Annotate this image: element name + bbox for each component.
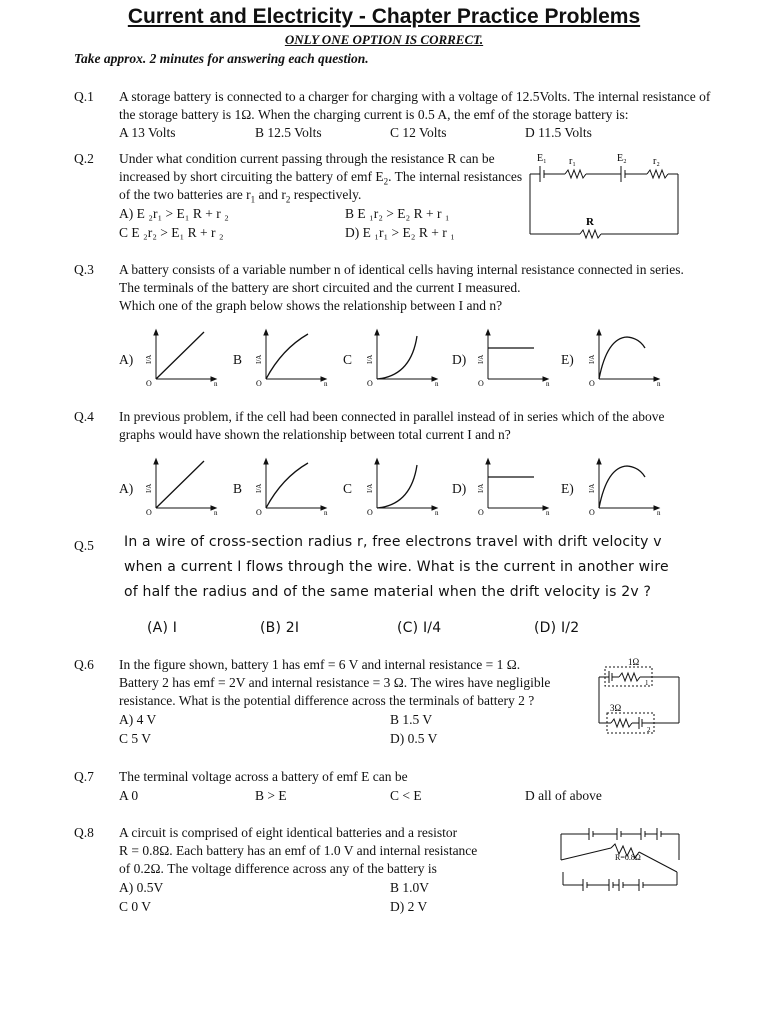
q7-line1: The terminal voltage across a battery of emf E can be: [119, 769, 408, 784]
q2-option-d: D) E ₁r₁ > E₂ R + r ₁: [345, 225, 455, 240]
q2-option-b: B E ₁r₂ > E₂ R + r ₁: [345, 206, 450, 221]
svg-text:O: O: [478, 379, 484, 386]
q3-graph-e: [583, 324, 665, 386]
q3-graph-c: [361, 324, 443, 386]
q5-number: Q.5: [74, 538, 94, 553]
q8-number: Q.8: [74, 825, 94, 840]
q2-circuit-diagram: [525, 148, 685, 240]
page-title: Current and Electricity - Chapter Practice Problems: [127, 5, 641, 28]
q8-line3: of 0.2Ω. The voltage difference across any of the battery is: [119, 861, 437, 876]
q2-line1: Under what condition current passing through the resistance R can be: [119, 151, 495, 166]
q7-option-a: A 0: [119, 788, 139, 803]
svg-text:n: n: [546, 509, 550, 515]
svg-text:I/A: I/A: [255, 354, 263, 364]
q2-e2-label: E₂: [617, 153, 627, 164]
svg-text:O: O: [478, 508, 484, 515]
q4-graph-e-label: E): [561, 481, 574, 496]
q5-line2: when a current I flows through the wire. What is the current in another wire: [124, 559, 669, 575]
q4-graph-c: [361, 453, 443, 515]
q4-number: Q.4: [74, 409, 94, 424]
q5-line3: of half the radius and of the same material when the drift velocity is 2v ?: [124, 584, 652, 600]
q4-graph-a: [140, 453, 222, 515]
q4-line2: graphs would have shown the relationship between total current I and n?: [119, 427, 511, 442]
svg-text:n: n: [435, 509, 439, 515]
q6-option-a: A) 4 V: [119, 712, 157, 727]
q2-e1-label: E₁: [537, 153, 547, 164]
q5-option-c: (C) I/4: [397, 620, 442, 636]
q6-option-b: B 1.5 V: [390, 712, 433, 727]
q2-r2-label: r₂: [653, 156, 660, 167]
q6-circuit-diagram: [595, 655, 685, 740]
svg-text:I/A: I/A: [588, 354, 596, 364]
q6-battery2-label: 2: [647, 726, 651, 734]
svg-text:O: O: [256, 379, 262, 386]
q8-option-b: B 1.0V: [390, 880, 430, 895]
q3-graph-c-label: C: [343, 352, 353, 367]
q4-graphs: [0, 451, 768, 517]
svg-text:I/A: I/A: [366, 354, 374, 364]
svg-text:n: n: [324, 509, 328, 515]
q6-line2: Battery 2 has emf = 2V and internal resistance = 3 Ω. The wires have negligible: [119, 675, 551, 690]
q6-option-c: C 5 V: [119, 731, 152, 746]
q2-r1-label: r₁: [569, 156, 576, 167]
q6-line3: resistance. What is the potential difference across the terminals of battery 2 ?: [119, 693, 535, 708]
q8-option-d: D) 2 V: [390, 899, 428, 914]
q3-graphs: [0, 322, 768, 388]
svg-text:I/A: I/A: [588, 483, 596, 493]
svg-text:O: O: [146, 508, 152, 515]
q4-graph-a-label: A): [119, 481, 134, 496]
q4-graph-b: [250, 453, 332, 515]
q2-number: Q.2: [74, 151, 94, 166]
q4-graph-e: [583, 453, 665, 515]
q4-graph-c-label: C: [343, 481, 353, 496]
q2-option-a: A) E ₂r₁ > E₁ R + r ₂: [119, 206, 229, 221]
q1-option-d: D 11.5 Volts: [525, 125, 592, 140]
svg-text:I/A: I/A: [255, 483, 263, 493]
q1-line2: the storage battery is 1Ω. When the charging current is 0.5 A, the emf of the storage battery is:: [119, 107, 629, 122]
q3-graph-d-label: D): [452, 352, 467, 367]
q3-line1: A battery consists of a variable number n of identical cells having internal resistance connected in series.: [119, 262, 684, 277]
q6-option-d: D) 0.5 V: [390, 731, 438, 746]
q8-line2: R = 0.8Ω. Each battery has an emf of 1.0 V and internal resistance: [119, 843, 478, 858]
svg-text:I/A: I/A: [145, 483, 153, 493]
q4-graph-d-label: D): [452, 481, 467, 496]
svg-text:O: O: [146, 379, 152, 386]
instructions: Take approx. 2 minutes for answering each question.: [74, 51, 369, 66]
q1-number: Q.1: [74, 89, 94, 104]
q2-r-label: R: [586, 216, 594, 228]
q8-option-c: C 0 V: [119, 899, 152, 914]
svg-text:n: n: [435, 380, 439, 386]
q3-graph-b-label: B: [233, 352, 243, 367]
q6-line1: In the figure shown, battery 1 has emf = 6 V and internal resistance = 1 Ω.: [119, 657, 521, 672]
q1-line1: A storage battery is connected to a charger for charging with a voltage of 12.5Volts. The internal resistance of: [119, 89, 711, 104]
q6-r-bottom-label: 3Ω: [610, 703, 622, 713]
q3-graph-a: [140, 324, 222, 386]
svg-text:I/A: I/A: [477, 483, 485, 493]
q2-line2: increased by short circuiting the battery of emf $E_2$. The internal resistances: [119, 169, 523, 187]
q5-line1: In a wire of cross-section radius r, free electrons travel with drift velocity v: [124, 534, 662, 550]
q6-battery1-label: 1: [645, 679, 649, 687]
svg-text:O: O: [589, 508, 595, 515]
q7-option-c: C < E: [390, 788, 422, 803]
q5-option-a: (A) I: [147, 620, 178, 636]
svg-text:O: O: [367, 379, 373, 386]
svg-text:O: O: [589, 379, 595, 386]
q7-option-b: B > E: [255, 788, 287, 803]
q7-number: Q.7: [74, 769, 94, 784]
q3-graph-a-label: A): [119, 352, 134, 367]
svg-text:I/A: I/A: [366, 483, 374, 493]
svg-text:O: O: [367, 508, 373, 515]
q3-line3: Which one of the graph below shows the relationship between I and n?: [119, 298, 503, 313]
svg-text:n: n: [546, 380, 550, 386]
q3-graph-e-label: E): [561, 352, 574, 367]
svg-text:I/A: I/A: [145, 354, 153, 364]
q3-graph-b: [250, 324, 332, 386]
q2-option-c: C E ₂r₂ > E₁ R + r ₂: [119, 225, 224, 240]
q8-line1: A circuit is comprised of eight identical batteries and a resistor: [119, 825, 458, 840]
q6-r-top-label: 1Ω: [628, 657, 640, 667]
q7-option-d: D all of above: [525, 788, 602, 803]
svg-text:I/A: I/A: [477, 354, 485, 364]
q5-option-d: (D) I/2: [534, 620, 580, 636]
q1-option-b: B 12.5 Volts: [255, 125, 322, 140]
q8-r-label: R=0.8Ω: [615, 853, 641, 862]
svg-text:n: n: [657, 380, 661, 386]
q4-graph-d: [472, 453, 554, 515]
q8-circuit-diagram: [553, 822, 688, 894]
svg-text:n: n: [324, 380, 328, 386]
q3-line2: The terminals of the battery are short circuited and the current I measured.: [119, 280, 521, 295]
q1-option-a: A 13 Volts: [119, 125, 176, 140]
svg-text:n: n: [657, 509, 661, 515]
q1-option-c: C 12 Volts: [390, 125, 447, 140]
q5-option-b: (B) 2I: [260, 620, 300, 636]
page-subtitle: ONLY ONE OPTION IS CORRECT.: [284, 32, 484, 47]
svg-text:n: n: [214, 509, 218, 515]
svg-text:O: O: [256, 508, 262, 515]
svg-text:n: n: [214, 380, 218, 386]
q4-graph-b-label: B: [233, 481, 243, 496]
q3-number: Q.3: [74, 262, 94, 277]
q6-number: Q.6: [74, 657, 94, 672]
q8-option-a: A) 0.5V: [119, 880, 164, 895]
q4-line1: In previous problem, if the cell had been connected in parallel instead of in series which of the above: [119, 409, 665, 424]
q2-line3: of the two batteries are $r_1$ and $r_2$ respectively.: [119, 187, 362, 205]
q3-graph-d: [472, 324, 554, 386]
